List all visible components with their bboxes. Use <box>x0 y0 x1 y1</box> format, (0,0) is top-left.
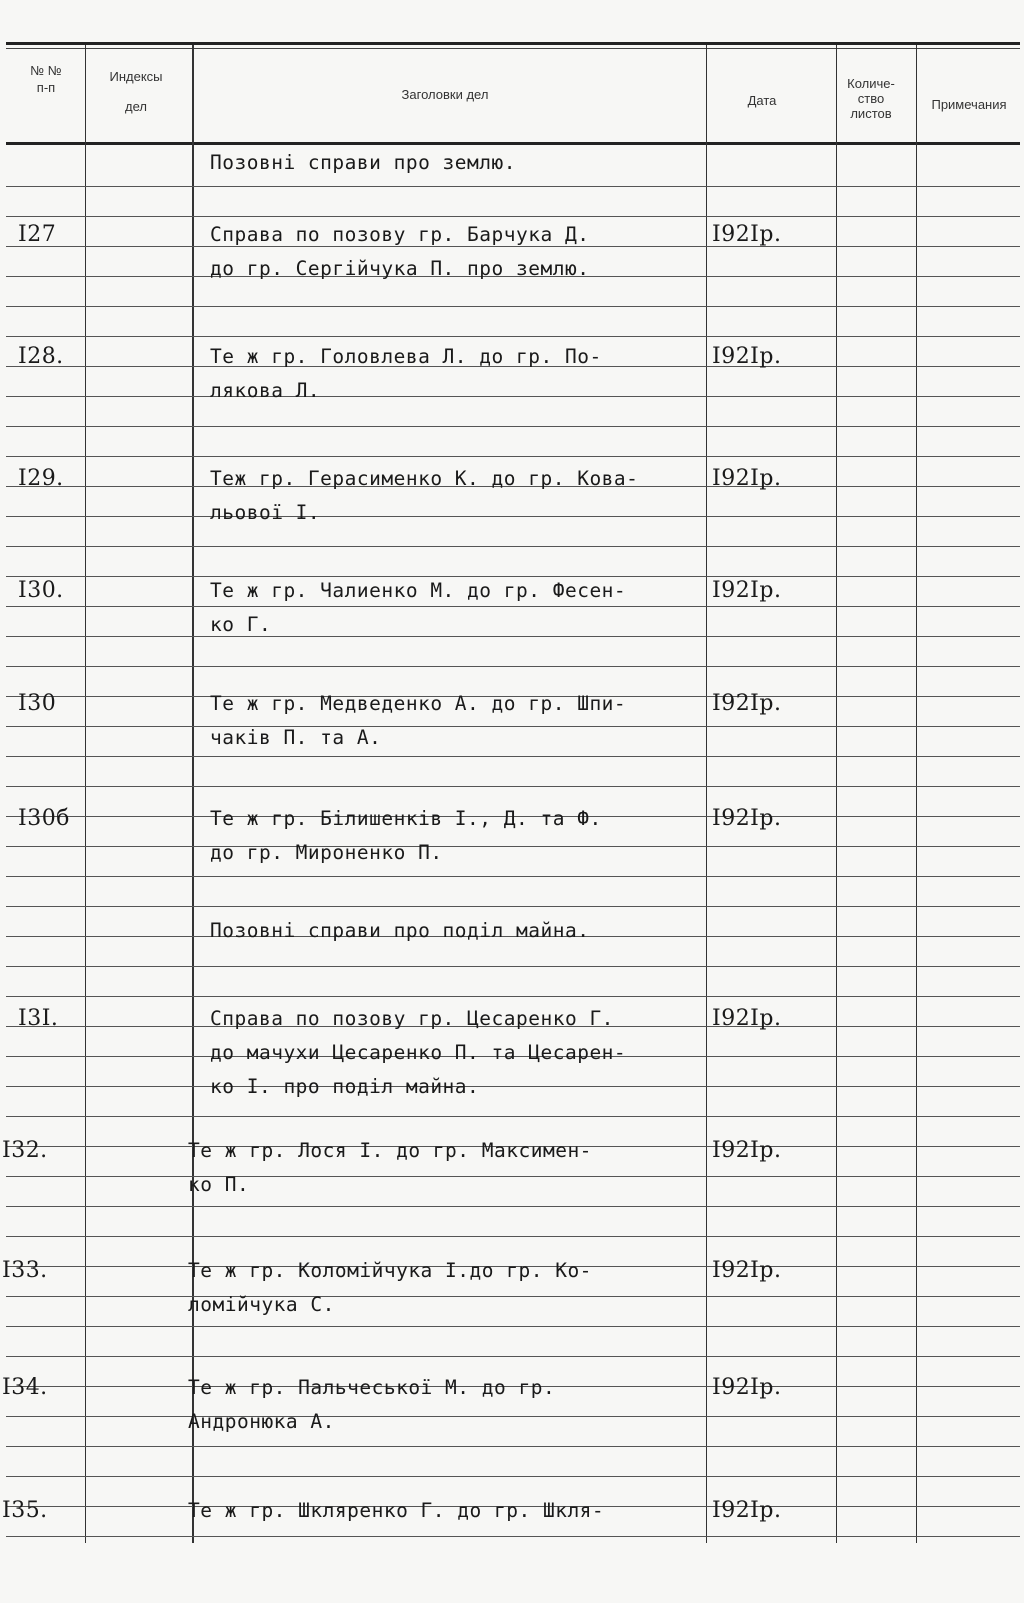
row-number: I28. <box>18 344 64 369</box>
ruled-line <box>6 216 1020 217</box>
case-date: I92Iр. <box>712 691 782 716</box>
col-divider-4 <box>836 45 837 1543</box>
ruled-line <box>6 1086 1020 1087</box>
ruled-line <box>6 1236 1020 1237</box>
case-title-line: Те ж гр. Медведенко А. до гр. Шпи- <box>210 692 627 715</box>
row-number: I35. <box>2 1498 48 1523</box>
ruled-line <box>6 636 1020 637</box>
ruled-line <box>6 426 1020 427</box>
ruled-line <box>6 726 1020 727</box>
ruled-line <box>6 966 1020 967</box>
ruled-line <box>6 1206 1020 1207</box>
row-number: I34. <box>2 1375 48 1400</box>
case-title-line: лякова Л. <box>210 379 321 402</box>
case-title-line: Справа по позову гр. Барчука Д. <box>210 223 590 246</box>
header-col-notes: Примечания <box>931 97 1007 112</box>
top-border <box>6 42 1020 45</box>
ruled-line <box>6 756 1020 757</box>
ruled-line <box>6 846 1020 847</box>
row-number: I33. <box>2 1258 48 1283</box>
row-number: I30б <box>18 806 70 831</box>
ruled-line <box>6 336 1020 337</box>
case-date: I92Iр. <box>712 1258 782 1283</box>
ruled-line <box>6 1116 1020 1117</box>
row-number: I29. <box>18 466 64 491</box>
ruled-line <box>6 906 1020 907</box>
case-title-line: до гр. Сергійчука П. про землю. <box>210 257 590 280</box>
header-col-date: Дата <box>747 93 777 108</box>
case-title-line: ломійчука С. <box>188 1293 335 1316</box>
case-date: I92Iр. <box>712 466 782 491</box>
ruled-line <box>6 396 1020 397</box>
header-col-no: № № п-п <box>30 63 62 95</box>
ruled-line <box>6 1326 1020 1327</box>
top-border-thin <box>6 48 1020 49</box>
header-col-count: Количе- ство листов <box>847 76 895 121</box>
row-number: I32. <box>2 1138 48 1163</box>
header-col-index: Индексы дел <box>109 69 163 114</box>
ruled-line <box>6 1476 1020 1477</box>
case-date: I92Iр. <box>712 806 782 831</box>
ruled-line <box>6 546 1020 547</box>
case-title-line: ко П. <box>188 1173 250 1196</box>
col-divider-3 <box>706 45 707 1543</box>
case-date: I92Iр. <box>712 344 782 369</box>
case-title-line: Андронюка А. <box>188 1410 335 1433</box>
case-title-line: до гр. Мироненко П. <box>210 841 443 864</box>
col-divider-5 <box>916 45 917 1543</box>
case-title-line: Те ж гр. Пальчеської М. до гр. <box>188 1376 556 1399</box>
header-col-title: Заголовки дел <box>401 87 489 102</box>
ruled-line <box>6 1296 1020 1297</box>
header-bottom-border <box>6 142 1020 145</box>
case-title-line: Те ж гр. Лося І. до гр. Максимен- <box>188 1139 592 1162</box>
ruled-line <box>6 996 1020 997</box>
case-title-line: Те ж гр. Коломійчука І.до гр. Ко- <box>188 1259 592 1282</box>
case-date: I92Iр. <box>712 578 782 603</box>
ruled-line <box>6 786 1020 787</box>
case-title-line: Позовні справи про поділ майна. <box>210 919 590 942</box>
ruled-line <box>6 1446 1020 1447</box>
ruled-line <box>6 666 1020 667</box>
case-date: I92Iр. <box>712 1498 782 1523</box>
case-title-line: чаків П. та А. <box>210 726 382 749</box>
case-date: I92Iр. <box>712 1138 782 1163</box>
case-date: I92Iр. <box>712 1375 782 1400</box>
case-title-line: Те ж гр. Головлева Л. до гр. По- <box>210 345 602 368</box>
ruled-line <box>6 306 1020 307</box>
ruled-line <box>6 876 1020 877</box>
ruled-line <box>6 456 1020 457</box>
ruled-line <box>6 186 1020 187</box>
row-number: I30 <box>18 691 57 716</box>
case-date: I92Iр. <box>712 1006 782 1031</box>
row-number: I3I. <box>18 1006 59 1031</box>
case-title-line: Те ж гр. Білишенків І., Д. та Ф. <box>210 807 602 830</box>
case-title-line: до мачухи Цесаренко П. та Цесарен- <box>210 1041 627 1064</box>
case-title-line: ко І. про поділ майна. <box>210 1075 480 1098</box>
row-number: I30. <box>18 578 64 603</box>
case-title-line: Те ж гр. Чалиенко М. до гр. Фесен- <box>210 579 627 602</box>
case-title-line: Те ж гр. Шкляренко Г. до гр. Шкля- <box>188 1499 605 1522</box>
ruled-line <box>6 1356 1020 1357</box>
ruled-line <box>6 1536 1020 1537</box>
case-title-line: ко Г. <box>210 613 272 636</box>
row-number: I27 <box>18 222 57 247</box>
ruled-line <box>6 1176 1020 1177</box>
case-title-line: льової І. <box>210 501 321 524</box>
case-date: I92Iр. <box>712 222 782 247</box>
col-divider-1 <box>85 45 86 1543</box>
case-title-line: Справа по позову гр. Цесаренко Г. <box>210 1007 614 1030</box>
ruled-line <box>6 516 1020 517</box>
case-title-line: Позовні справи про землю. <box>210 151 516 174</box>
ruled-line <box>6 1416 1020 1417</box>
case-title-line: Теж гр. Герасименко К. до гр. Кова- <box>210 467 639 490</box>
